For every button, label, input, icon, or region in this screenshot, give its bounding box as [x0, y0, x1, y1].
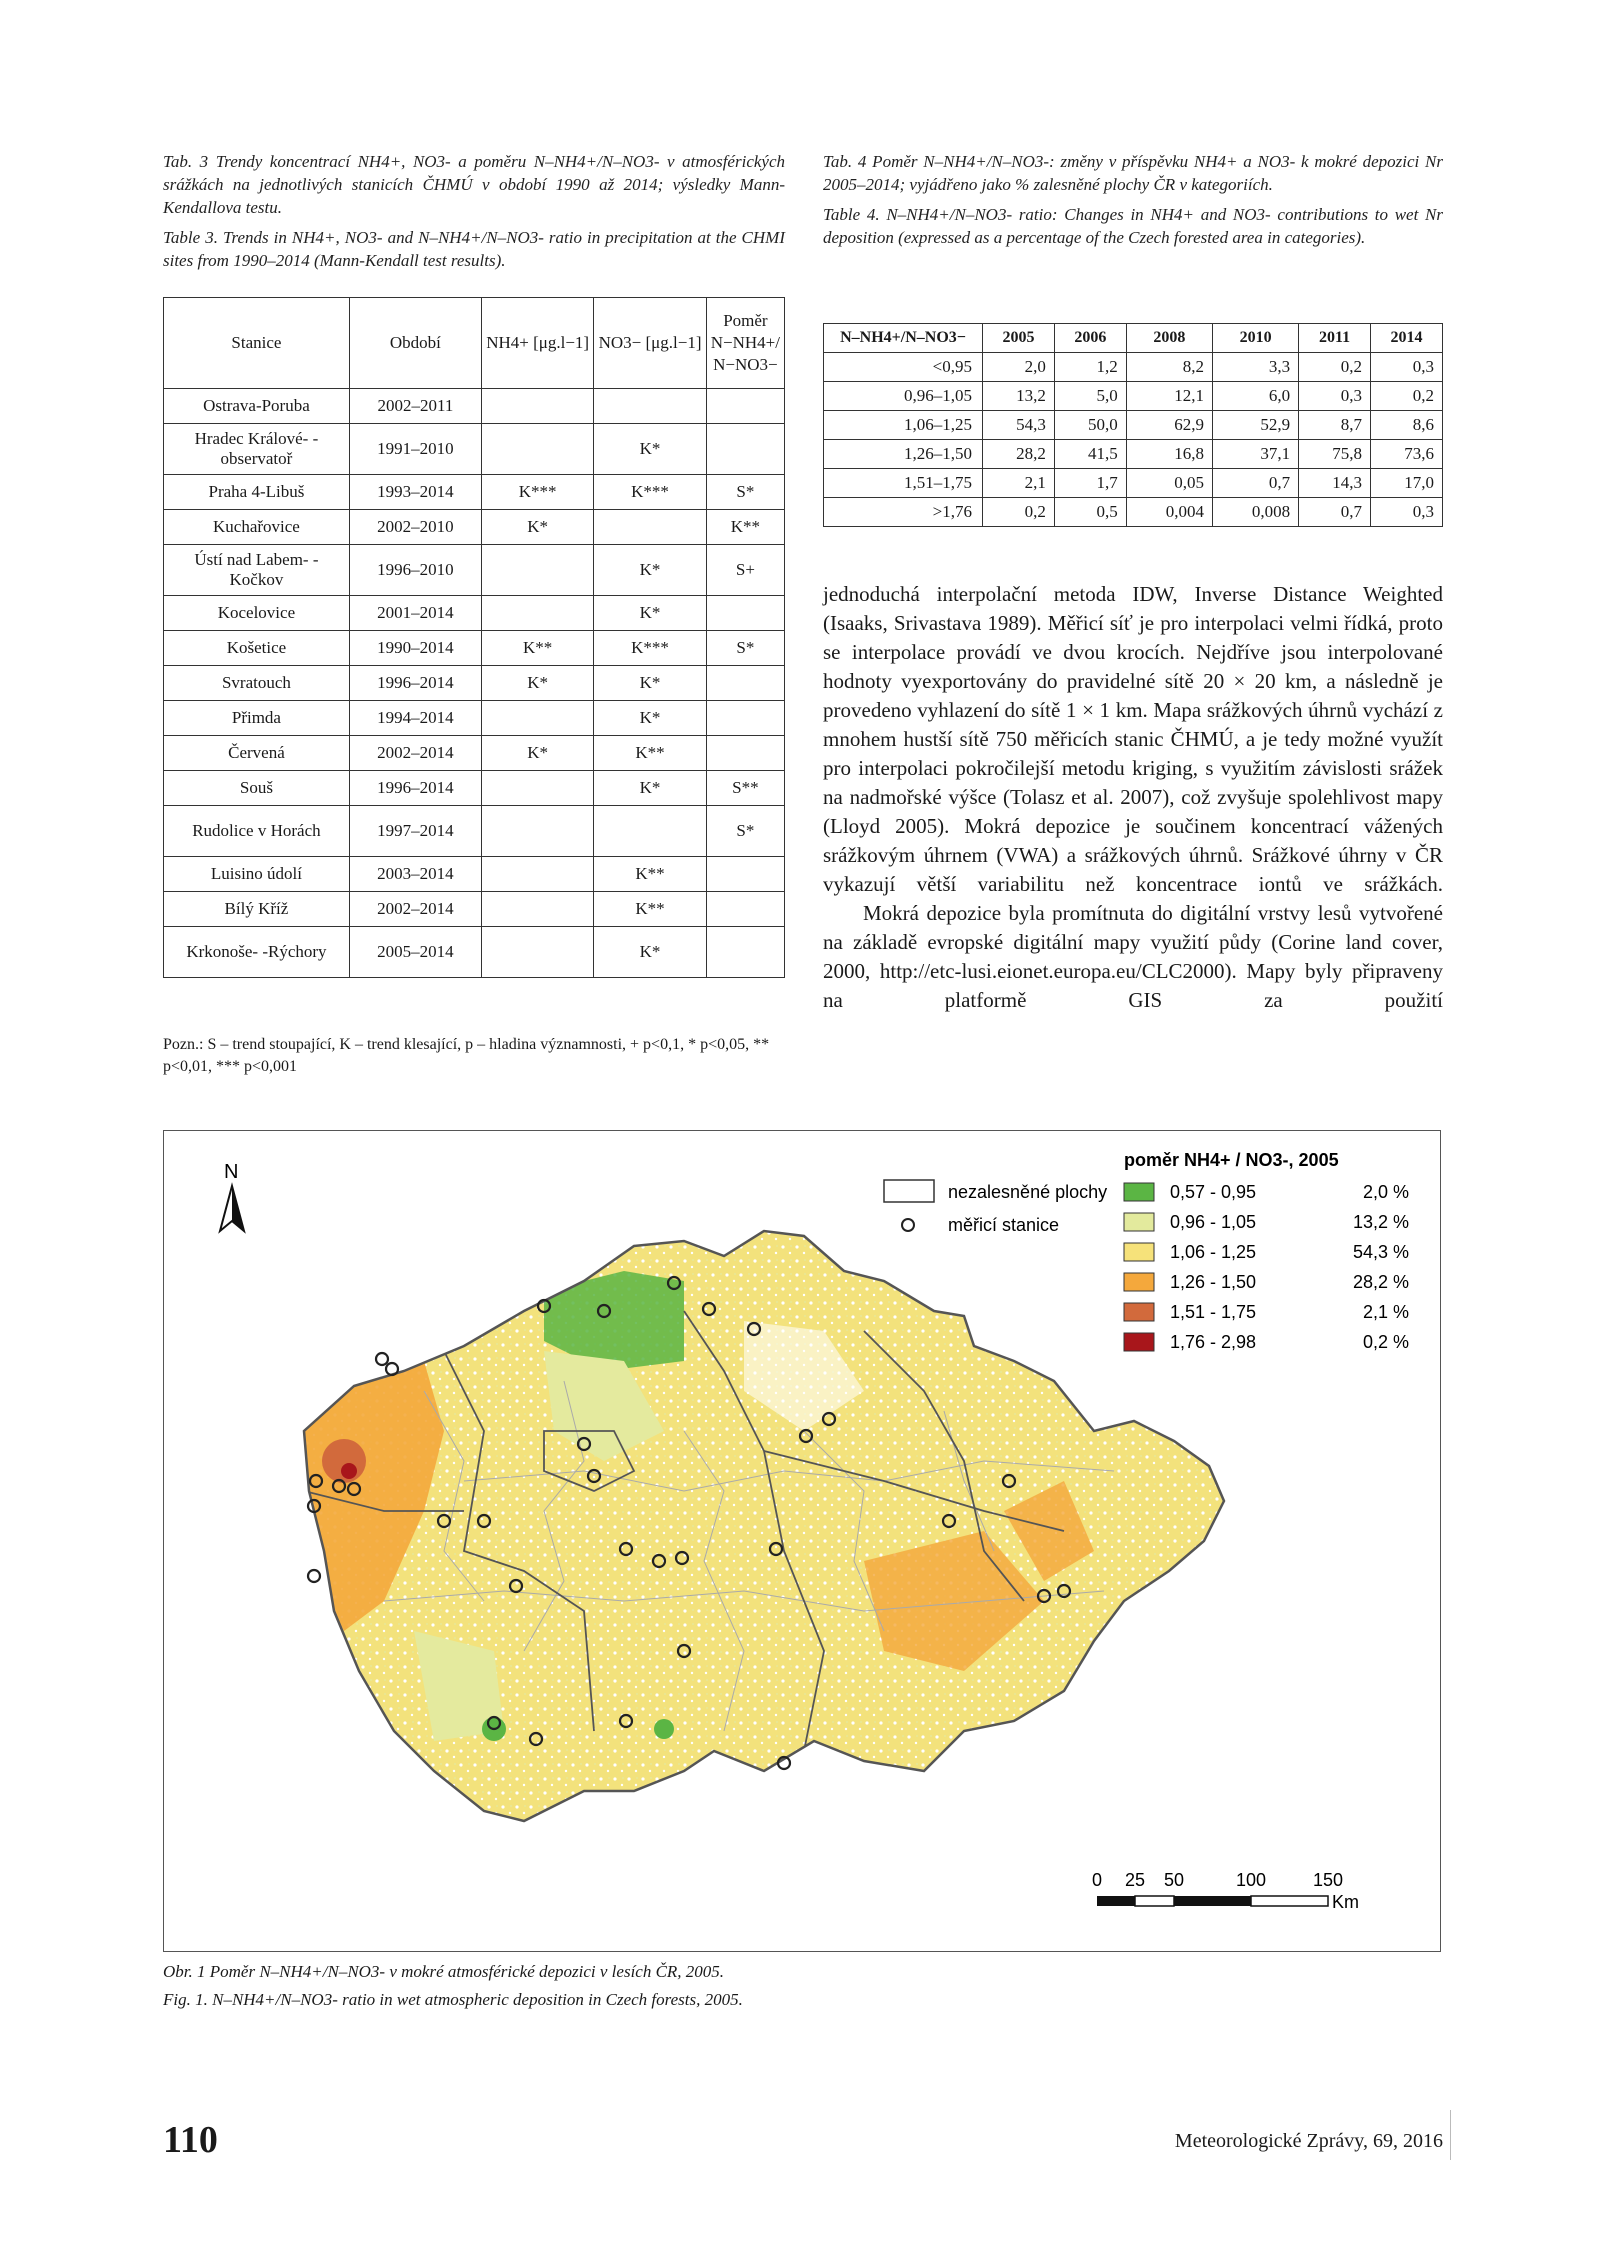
tab4-header: N–NH4+/N–NO3− [824, 324, 983, 353]
tab3-cell: Krkonoše- -Rýchory [164, 927, 350, 978]
region-green-east [1255, 1577, 1283, 1605]
tab3-cell: S** [706, 771, 784, 806]
tab3-row [164, 666, 785, 701]
scale-label: 100 [1235, 1870, 1267, 1890]
tab4-cell: 50,0 [1054, 411, 1126, 440]
tab4-cell: 0,3 [1299, 382, 1371, 411]
tab3-header: Období [349, 298, 481, 389]
tab3-cell [481, 424, 593, 475]
tab4-caption-en: Table 4. N–NH4+/N–NO3- ratio: Changes in NH4+ and NO3- contributions to wet Nr deposition (expressed as a percentage of the Czech forested area in categories). [823, 205, 1443, 247]
tab3-row [164, 545, 785, 596]
tab4-header-row [824, 324, 1443, 353]
tab3-cell: Přimda [164, 701, 350, 736]
tab3-caption-en: Table 3. Trends in NH4+, NO3- and N–NH4+/N–NO3- ratio in precipitation at the CHMI sites from 1990–2014 (Mann-Kendall test results). [163, 228, 785, 270]
tab4-cell: 62,9 [1126, 411, 1212, 440]
tab4-cell: 0,2 [1371, 382, 1443, 411]
tab3-cell: K*** [594, 631, 706, 666]
tab3-cell [706, 701, 784, 736]
tab3-table [163, 297, 785, 978]
tab3-cell [481, 596, 593, 631]
tab3-row [164, 927, 785, 978]
legend-percent: 54,3 % [1352, 1242, 1409, 1262]
tab3-cell [481, 545, 593, 596]
tab4-cell: 1,7 [1054, 469, 1126, 498]
tab4-header: 2010 [1212, 324, 1298, 353]
tab3-cell [706, 424, 784, 475]
tab3-cell: K* [594, 927, 706, 978]
legend-swatch [1124, 1333, 1154, 1351]
tab4-cell: 14,3 [1299, 469, 1371, 498]
tab3-cell: 2002–2011 [349, 389, 481, 424]
tab3-cell: S* [706, 475, 784, 510]
tab3-cell [706, 736, 784, 771]
tab4-cell: 13,2 [983, 382, 1055, 411]
tab3-cell: Košetice [164, 631, 350, 666]
tab4-cell: 1,26–1,50 [824, 440, 983, 469]
legend-swatch [1124, 1303, 1154, 1321]
station-marker [386, 1363, 398, 1375]
tab3-cell: Souš [164, 771, 350, 806]
tab3-cell: 1996–2014 [349, 771, 481, 806]
tab4-cell: 8,2 [1126, 353, 1212, 382]
tab4-cell: 0,05 [1126, 469, 1212, 498]
tab3-row [164, 424, 785, 475]
tab3-caption [163, 150, 785, 279]
tab4-cell: 17,0 [1371, 469, 1443, 498]
tab4-cell: 54,3 [983, 411, 1055, 440]
tab3-header: NH4+ [μg.l−1] [481, 298, 593, 389]
legend-swatch [1124, 1243, 1154, 1261]
region-green-s [654, 1719, 674, 1739]
tab3-cell [706, 927, 784, 978]
tab3-row [164, 857, 785, 892]
tab4-cell: 1,06–1,25 [824, 411, 983, 440]
tab4-cell: 73,6 [1371, 440, 1443, 469]
tab3-cell: K* [594, 596, 706, 631]
tab3-header: Poměr N−NH4+/ N−NO3− [706, 298, 784, 389]
legend-swatch [1124, 1273, 1154, 1291]
scale-label: 25 [1124, 1870, 1146, 1890]
tab4-cell: 0,2 [1299, 353, 1371, 382]
tab3-cell: Červená [164, 736, 350, 771]
scale-unit: Km [1332, 1892, 1359, 1912]
tab4-cell: 0,96–1,05 [824, 382, 983, 411]
figure-caption-en: Fig. 1. N–NH4+/N–NO3- ratio in wet atmospheric deposition in Czech forests, 2005. [163, 1990, 743, 2009]
tab3-cell: Luisino údolí [164, 857, 350, 892]
tab3-note: Pozn.: S – trend stoupající, K – trend klesající, p – hladina významnosti, + p<0,1, * p<0,05, ** p<0,01, *** p<0,001 [163, 1036, 770, 1075]
region-orange-n [984, 1251, 1044, 1341]
tab3-cell: 2002–2010 [349, 510, 481, 545]
tab3-cell: K* [481, 666, 593, 701]
tab4-caption [823, 150, 1443, 256]
legend-station-icon [902, 1219, 914, 1231]
legend-range: 1,76 - 2,98 [1170, 1332, 1257, 1352]
tab3-cell: 1996–2010 [349, 545, 481, 596]
legend-percent: 0,2 % [1362, 1332, 1409, 1352]
tab3-cell: K* [594, 701, 706, 736]
tab3-cell: S+ [706, 545, 784, 596]
legend-percent: 13,2 % [1352, 1212, 1409, 1232]
tab4-cell: 2,1 [983, 469, 1055, 498]
tab3-cell: 1994–2014 [349, 701, 481, 736]
tab4-cell: 0,3 [1371, 498, 1443, 527]
tab3-header: NO3− [μg.l−1] [594, 298, 706, 389]
scale-label: 0 [1091, 1870, 1103, 1890]
tab4-cell: 16,8 [1126, 440, 1212, 469]
tab3-cell: 2003–2014 [349, 857, 481, 892]
tab3-cell: K** [594, 857, 706, 892]
tab4-cell: 1,51–1,75 [824, 469, 983, 498]
tab3-cell [481, 806, 593, 857]
tab4-cell: 75,8 [1299, 440, 1371, 469]
tab4-cell: 0,2 [983, 498, 1055, 527]
tab3-cell: Praha 4-Libuš [164, 475, 350, 510]
station-marker [376, 1353, 388, 1365]
tab4-header: 2014 [1371, 324, 1443, 353]
tab4-cell: 2,0 [983, 353, 1055, 382]
tab3-cell: Ústí nad Labem- -Kočkov [164, 545, 350, 596]
tab3-cell: K* [594, 771, 706, 806]
legend-swatch [1124, 1213, 1154, 1231]
tab3-cell: S* [706, 631, 784, 666]
legend-range: 1,26 - 1,50 [1170, 1272, 1257, 1292]
tab3-cell [594, 389, 706, 424]
tab3-cell [706, 666, 784, 701]
page-number: 110 [163, 2119, 218, 2161]
tab4-cell: >1,76 [824, 498, 983, 527]
legend-nonforest-swatch [884, 1180, 934, 1202]
tab3-cell: K* [481, 510, 593, 545]
legend-swatch [1124, 1183, 1154, 1201]
tab4-header: 2011 [1299, 324, 1371, 353]
journal-name: Meteorologické Zprávy, 69, 2016 [1174, 2130, 1443, 2152]
scale-label: 50 [1163, 1870, 1185, 1890]
tab4-row [824, 440, 1443, 469]
legend-nonforest-label: nezalesněné plochy [948, 1182, 1108, 1202]
legend-title: poměr NH4+ / NO3-, 2005 [1124, 1150, 1339, 1170]
tab3-row [164, 736, 785, 771]
body-paragraph-1: jednoduchá interpolační metoda IDW, Inverse Distance Weighted (Isaaks, Srivastava 1989). Měřicí síť je pro interpolaci velmi řídká, proto se interpolace provádí ve dvou krocích. Nejdříve jsou interpolované hodnoty vyexportovány do pravidelné sítě 20 × 20 km, a následně je provedeno vyhlazení do sítě 1 × 1 km. Mapa srážkových úhrnů vychází z mnohem hustší sítě 750 měřicích stanic ČHMÚ, a je tedy možné využít pro interpolaci pokročilejší metodu kriging, s využitím závislosti srážek na nadmořské výšce (Tolasz et al. 2007), což zvyšuje spolehlivost mapy (Lloyd 2005). Mokrá depozice je součinem koncentrací vážených srážkovým úhrnem (VWA) a srážkových úhrnů. Srážkové úhrny v ČR vykazují větší variabilitu než koncentrace iontů ve srážkách. [823, 582, 1443, 896]
tab4-cell: 0,5 [1054, 498, 1126, 527]
legend-range: 1,06 - 1,25 [1170, 1242, 1257, 1262]
tab3-cell: K** [706, 510, 784, 545]
legend-percent: 2,0 % [1362, 1182, 1409, 1202]
tab4-cell: 8,6 [1371, 411, 1443, 440]
region-darkred [341, 1463, 357, 1479]
scale-bar [1092, 1870, 1359, 1912]
tab3-cell: K** [594, 892, 706, 927]
tab3-cell: 2002–2014 [349, 892, 481, 927]
tab3-cell: K** [481, 631, 593, 666]
legend-percent: 2,1 % [1362, 1302, 1409, 1322]
tab4-header: 2008 [1126, 324, 1212, 353]
tab3-cell [481, 701, 593, 736]
tab3-cell: K*** [594, 475, 706, 510]
tab4-cell: 0,7 [1299, 498, 1371, 527]
tab3-caption-cz: Tab. 3 Trendy koncentrací NH4+, NO3- a poměru N–NH4+/N–NO3- v atmosférických srážkách na jednotlivých stanicích ČHMÚ v období 1990 až 2014; výsledky Mann-Kendallova testu. [163, 152, 785, 217]
tab4-cell: <0,95 [824, 353, 983, 382]
tab3-cell: K* [594, 545, 706, 596]
tab3-cell [594, 806, 706, 857]
tab3-row [164, 892, 785, 927]
tab3-row [164, 510, 785, 545]
map-svg [164, 1131, 1439, 1950]
legend-range: 1,51 - 1,75 [1170, 1302, 1257, 1322]
tab3-cell: K* [594, 424, 706, 475]
tab3-header-row [164, 298, 785, 389]
body-text [823, 580, 1443, 1015]
north-label: N [224, 1161, 239, 1183]
tab4-row [824, 411, 1443, 440]
tab4-cell: 37,1 [1212, 440, 1298, 469]
tab4-row [824, 469, 1443, 498]
tab4-row [824, 382, 1443, 411]
tab3-cell [481, 892, 593, 927]
tab4-cell: 6,0 [1212, 382, 1298, 411]
tab3-cell [706, 596, 784, 631]
tab3-cell [706, 857, 784, 892]
tab3-cell: K* [481, 736, 593, 771]
tab3-row [164, 701, 785, 736]
tab3-cell [706, 389, 784, 424]
tab3-cell: Kocelovice [164, 596, 350, 631]
body-paragraph-2: Mokrá depozice byla promítnuta do digitální vrstvy lesů vytvořené na základě evropské digitální mapy využití půdy (Corine land cover, 2000, http://etc-lusi.eionet.europa.eu/CLC2000). Mapy byly připraveny na platformě GIS za použití [823, 901, 1443, 1012]
scale-label: 150 [1312, 1870, 1344, 1890]
tab3-row [164, 631, 785, 666]
tab3-cell: 1996–2014 [349, 666, 481, 701]
tab3-cell: Ostrava-Poruba [164, 389, 350, 424]
tab3-cell [706, 892, 784, 927]
legend-range: 0,57 - 0,95 [1170, 1182, 1257, 1202]
tab3-cell: 1990–2014 [349, 631, 481, 666]
tab4-cell: 41,5 [1054, 440, 1126, 469]
footer-divider [1450, 2110, 1451, 2160]
tab4-row [824, 498, 1443, 527]
tab4-cell: 28,2 [983, 440, 1055, 469]
tab3-cell: K** [594, 736, 706, 771]
tab3-cell: Hradec Králové- -observatoř [164, 424, 350, 475]
tab3-cell: Bílý Kříž [164, 892, 350, 927]
tab4-cell: 3,3 [1212, 353, 1298, 382]
tab3-cell: K* [594, 666, 706, 701]
tab3-cell [594, 510, 706, 545]
tab3-row [164, 596, 785, 631]
tab3-row [164, 475, 785, 510]
tab3-header: Stanice [164, 298, 350, 389]
tab3-cell: Svratouch [164, 666, 350, 701]
tab3-cell [481, 927, 593, 978]
tab3-cell [481, 389, 593, 424]
station-marker [308, 1570, 320, 1582]
tab4-cell: 0,3 [1371, 353, 1443, 382]
legend-station-label: měřicí stanice [948, 1215, 1060, 1235]
tab4-cell: 1,2 [1054, 353, 1126, 382]
tab4-header: 2006 [1054, 324, 1126, 353]
figure-caption-cz: Obr. 1 Poměr N–NH4+/N–NO3- v mokré atmosférické depozici v lesích ČR, 2005. [163, 1962, 725, 1981]
legend-range: 0,96 - 1,05 [1170, 1212, 1257, 1232]
legend-percent: 28,2 % [1352, 1272, 1409, 1292]
tab4-table [823, 323, 1443, 527]
figure-map [163, 1130, 1441, 1952]
tab4-cell: 8,7 [1299, 411, 1371, 440]
tab3-cell: 2002–2014 [349, 736, 481, 771]
tab3-cell: 1991–2010 [349, 424, 481, 475]
tab3-cell: K*** [481, 475, 593, 510]
tab3-row [164, 771, 785, 806]
tab4-row [824, 353, 1443, 382]
tab3-cell: S* [706, 806, 784, 857]
tab3-cell: 1993–2014 [349, 475, 481, 510]
tab4-caption-cz: Tab. 4 Poměr N–NH4+/N–NO3-: změny v příspěvku NH4+ a NO3- k mokré depozici Nr 2005–2014; vyjádřeno jako % zalesněné plochy ČR v kategoriích. [823, 152, 1443, 194]
tab4-cell: 0,004 [1126, 498, 1212, 527]
tab3-cell: 1997–2014 [349, 806, 481, 857]
tab4-cell: 52,9 [1212, 411, 1298, 440]
legend-classes [1124, 1182, 1409, 1352]
tab3-cell: Kuchařovice [164, 510, 350, 545]
tab3-row [164, 806, 785, 857]
tab3-cell: 2005–2014 [349, 927, 481, 978]
tab4-cell: 12,1 [1126, 382, 1212, 411]
tab3-cell [481, 771, 593, 806]
tab4-header: 2005 [983, 324, 1055, 353]
tab3-cell: 2001–2014 [349, 596, 481, 631]
tab3-cell [481, 857, 593, 892]
tab3-row [164, 389, 785, 424]
tab4-cell: 0,008 [1212, 498, 1298, 527]
tab4-cell: 5,0 [1054, 382, 1126, 411]
tab4-cell: 0,7 [1212, 469, 1298, 498]
tab3-cell: Rudolice v Horách [164, 806, 350, 857]
